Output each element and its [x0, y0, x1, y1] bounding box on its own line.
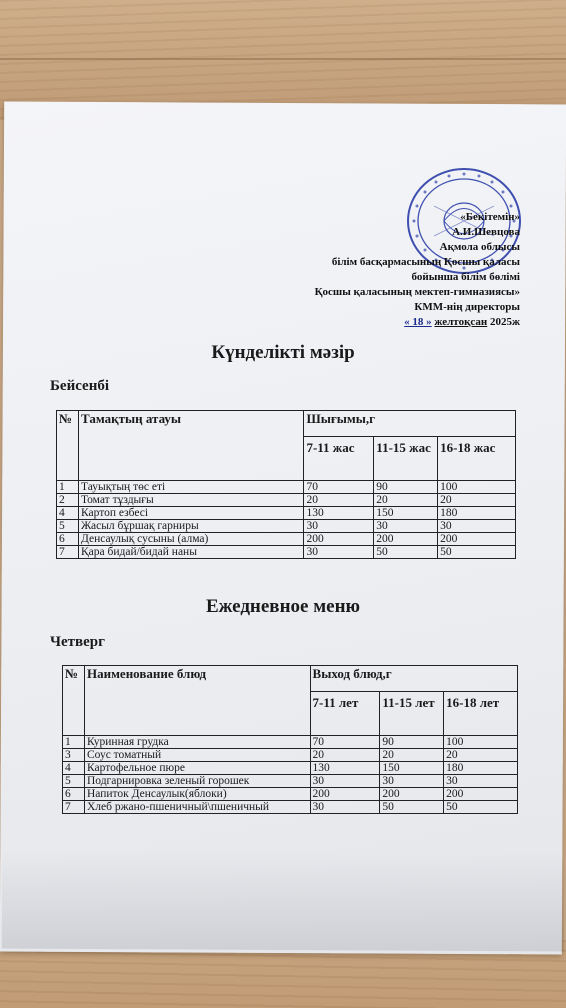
table-cell-v1: 30: [310, 775, 380, 788]
table-cell-v1: 30: [310, 801, 380, 814]
table-cell-v1: 200: [310, 788, 380, 801]
table-row: [63, 736, 518, 749]
table-cell-name: Хлеб ржано-пшеничный\пшеничный: [84, 801, 310, 814]
approval-approved: «Бекітемін»: [460, 211, 520, 223]
ru-menu-rows: [63, 736, 518, 814]
table-cell-num: 2: [57, 494, 79, 507]
table-cell-v1: 130: [304, 507, 374, 520]
table-cell-v1: 70: [310, 736, 380, 749]
approval-division: бойынша білім бөлімі: [411, 271, 520, 283]
kz-header-age-7-11: 7-11 жас: [304, 437, 374, 481]
table-cell-v2: 150: [380, 762, 444, 775]
table-row: [57, 520, 516, 533]
table-cell-num: 4: [57, 507, 79, 520]
table-cell-v1: 20: [310, 749, 380, 762]
kz-day-name: Бейсенбі: [50, 378, 110, 394]
approval-date-month: желтоқсан: [434, 316, 488, 328]
ru-menu-table: [62, 665, 518, 814]
table-cell-name: Қара бидай/бидай наны: [78, 546, 303, 559]
kz-menu-table: [56, 410, 516, 559]
table-cell-v1: 130: [310, 762, 380, 775]
approval-block: [200, 210, 520, 330]
table-cell-name: Соус томатный: [84, 749, 310, 762]
wood-plank-seam: [0, 58, 566, 60]
table-cell-v2: 50: [380, 801, 444, 814]
approval-date-day: « 18 »: [404, 316, 432, 328]
table-cell-v3: 100: [444, 736, 518, 749]
table-cell-name: Денсаулық сусыны (алма): [78, 533, 303, 546]
table-cell-v1: 70: [304, 481, 374, 494]
table-row: [63, 788, 518, 801]
ru-menu-title: Ежедневное меню: [205, 596, 361, 617]
approval-region: Ақмола облысы: [439, 241, 520, 253]
table-row: [57, 507, 516, 520]
table-row: [57, 533, 516, 546]
table-cell-v3: 200: [444, 788, 518, 801]
table-cell-num: 6: [57, 533, 79, 546]
table-row: [57, 546, 516, 559]
table-row: [63, 749, 518, 762]
table-cell-num: 5: [63, 775, 85, 788]
table-row: [63, 801, 518, 814]
table-cell-v3: 100: [438, 481, 516, 494]
table-cell-v2: 20: [380, 749, 444, 762]
table-cell-name: Картоп езбесі: [78, 507, 303, 520]
table-cell-v1: 20: [304, 494, 374, 507]
ru-header-num: №: [63, 666, 85, 736]
kz-header-num: №: [57, 411, 79, 481]
table-cell-v2: 90: [374, 481, 438, 494]
approval-department: білім басқармасының Қосшы қаласы: [331, 256, 520, 268]
table-cell-v2: 90: [380, 736, 444, 749]
table-cell-name: Куринная грудка: [84, 736, 310, 749]
table-cell-name: Жасыл бұршақ гарниры: [78, 520, 303, 533]
kz-header-output: Шығымы,г: [304, 411, 516, 437]
table-cell-name: Томат тұздығы: [78, 494, 303, 507]
table-row: [63, 775, 518, 788]
table-cell-num: 4: [63, 762, 85, 775]
kz-header-age-16-18: 16-18 жас: [438, 437, 516, 481]
table-cell-num: 7: [63, 801, 85, 814]
kz-menu-title: Күнделікті мәзір: [211, 342, 355, 363]
ru-header-age-11-15: 11-15 лет: [380, 692, 444, 736]
table-cell-v2: 30: [380, 775, 444, 788]
sheet-shadow: [2, 849, 565, 952]
approval-date-year: 2025ж: [490, 316, 520, 328]
table-cell-v3: 50: [438, 546, 516, 559]
kz-menu-rows: [57, 481, 516, 559]
ru-day-name: Четверг: [50, 634, 105, 650]
table-cell-v3: 30: [444, 775, 518, 788]
table-row: [57, 481, 516, 494]
table-cell-v3: 180: [444, 762, 518, 775]
table-row: [57, 494, 516, 507]
table-cell-name: Подгарнировка зеленый горошек: [84, 775, 310, 788]
table-cell-v3: 20: [444, 749, 518, 762]
table-cell-name: Напиток Денсаулык(яблоки): [84, 788, 310, 801]
ru-header-age-16-18: 16-18 лет: [444, 692, 518, 736]
table-row: [63, 762, 518, 775]
table-cell-v3: 20: [438, 494, 516, 507]
table-cell-v2: 150: [374, 507, 438, 520]
table-cell-v1: 30: [304, 546, 374, 559]
table-cell-v2: 200: [374, 533, 438, 546]
table-cell-num: 6: [63, 788, 85, 801]
table-cell-v3: 50: [444, 801, 518, 814]
table-cell-v2: 20: [374, 494, 438, 507]
table-cell-v3: 200: [438, 533, 516, 546]
table-cell-v3: 30: [438, 520, 516, 533]
ru-header-name: Наименование блюд: [84, 666, 310, 736]
table-cell-v3: 180: [438, 507, 516, 520]
table-cell-name: Тауықтың төс еті: [78, 481, 303, 494]
ru-header-output: Выход блюд,г: [310, 666, 517, 692]
table-cell-name: Картофельное пюре: [84, 762, 310, 775]
table-cell-num: 1: [57, 481, 79, 494]
table-cell-num: 7: [57, 546, 79, 559]
kz-header-name: Тамақтың атауы: [78, 411, 303, 481]
approval-signatory: А.И.Шевцова: [452, 226, 520, 238]
table-cell-num: 3: [63, 749, 85, 762]
approval-school: Қосшы қаласының мектеп-гимназиясы»: [314, 286, 520, 298]
table-cell-num: 1: [63, 736, 85, 749]
approval-position: КММ-нің директоры: [414, 301, 520, 313]
kz-header-age-11-15: 11-15 жас: [374, 437, 438, 481]
table-cell-v2: 30: [374, 520, 438, 533]
table-cell-v2: 50: [374, 546, 438, 559]
table-cell-v2: 200: [380, 788, 444, 801]
table-cell-v1: 30: [304, 520, 374, 533]
approval-date: [200, 315, 520, 330]
table-cell-num: 5: [57, 520, 79, 533]
ru-header-age-7-11: 7-11 лет: [310, 692, 380, 736]
table-cell-v1: 200: [304, 533, 374, 546]
